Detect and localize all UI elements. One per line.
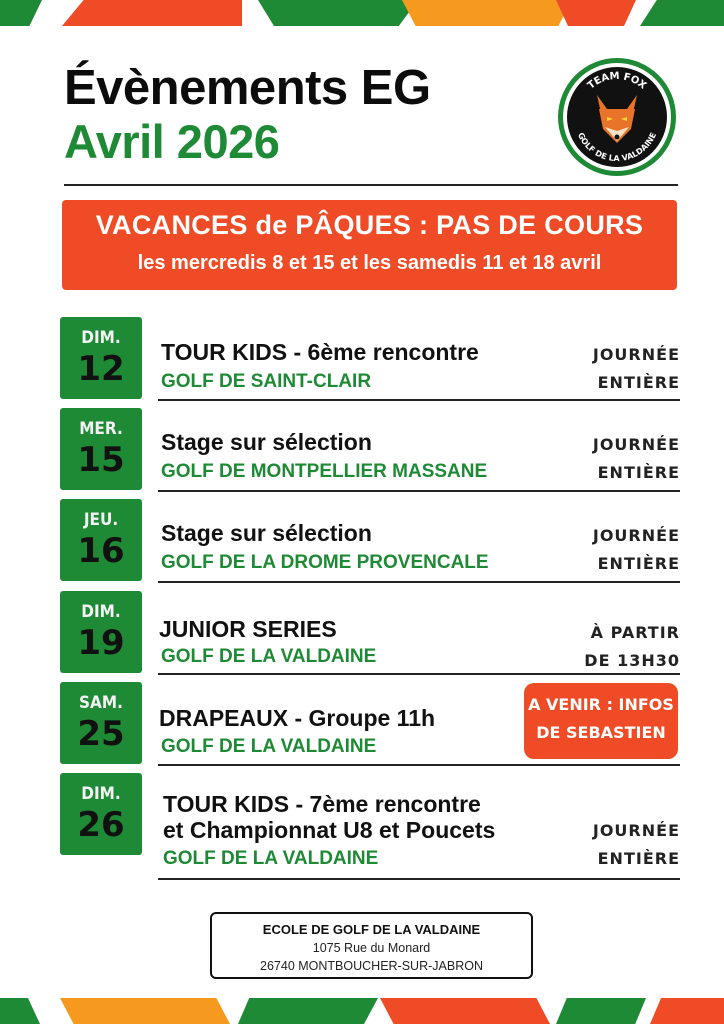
event-time bbox=[593, 341, 680, 397]
event-time-line2: DE 13H30 bbox=[584, 651, 680, 670]
event-date-badge bbox=[60, 499, 142, 581]
event-weekday: DIM. bbox=[81, 602, 121, 622]
event-row bbox=[60, 682, 682, 766]
holiday-banner-title: VACANCES de PÂQUES : PAS DE COURS bbox=[95, 210, 644, 240]
event-row bbox=[60, 591, 682, 675]
event-divider bbox=[158, 878, 680, 880]
event-row bbox=[60, 317, 682, 401]
event-time bbox=[593, 522, 680, 578]
holiday-banner-details: les mercredis 8 et 15 et les samedis 11 et 18 avril bbox=[137, 252, 602, 274]
top-stripe-band bbox=[0, 0, 724, 26]
event-weekday: SAM. bbox=[79, 693, 123, 713]
event-time bbox=[593, 817, 680, 873]
event-day-number: 19 bbox=[77, 623, 125, 663]
event-title: TOUR KIDS - 7ème rencontre bbox=[163, 791, 481, 817]
event-row bbox=[60, 499, 682, 583]
event-title: Stage sur sélection bbox=[161, 429, 372, 455]
event-title: JUNIOR SERIES bbox=[159, 616, 337, 642]
event-time-line1: À PARTIR bbox=[590, 623, 680, 642]
event-callout-line1: A VENIR : INFOS bbox=[528, 695, 674, 714]
event-divider bbox=[158, 581, 680, 583]
event-date-badge bbox=[60, 408, 142, 490]
event-venue: GOLF DE LA VALDAINE bbox=[161, 646, 377, 667]
event-title: DRAPEAUX - Groupe 11h bbox=[159, 705, 436, 731]
header-divider bbox=[64, 184, 678, 186]
event-date-badge bbox=[60, 317, 142, 399]
event-divider bbox=[158, 673, 680, 675]
event-callout-line2: DE SEBASTIEN bbox=[536, 723, 666, 742]
event-time-line1: JOURNÉE bbox=[592, 526, 680, 545]
page-subtitle-month: Avril 2026 bbox=[64, 115, 280, 168]
event-weekday: JEU. bbox=[83, 510, 119, 530]
holiday-banner bbox=[62, 200, 677, 290]
event-row bbox=[60, 773, 682, 883]
logo-bottom-text: GOLF DE LA VALDAINE bbox=[575, 131, 659, 164]
event-weekday: DIM. bbox=[81, 784, 121, 804]
page-title: Évènements EG bbox=[64, 61, 431, 115]
event-day-number: 15 bbox=[77, 440, 125, 480]
event-day-number: 16 bbox=[77, 531, 125, 571]
event-time-line2: ENTIÈRE bbox=[597, 554, 680, 573]
event-day-number: 12 bbox=[77, 349, 125, 389]
event-venue: GOLF DE LA VALDAINE bbox=[161, 736, 377, 757]
event-weekday: MER. bbox=[79, 419, 123, 439]
event-divider bbox=[158, 764, 680, 766]
event-venue: GOLF DE SAINT-CLAIR bbox=[161, 371, 372, 392]
event-weekday: DIM. bbox=[81, 328, 121, 348]
event-day-number: 25 bbox=[77, 714, 125, 754]
event-date-badge bbox=[60, 773, 142, 855]
bottom-stripe-band bbox=[0, 998, 724, 1024]
event-row bbox=[60, 408, 682, 492]
event-date-badge bbox=[60, 591, 142, 673]
event-time-line1: JOURNÉE bbox=[592, 435, 680, 454]
event-venue: GOLF DE MONTPELLIER MASSANE bbox=[161, 461, 488, 482]
event-time-line2: ENTIÈRE bbox=[597, 849, 680, 868]
footer-school-name: ECOLE DE GOLF DE LA VALDAINE bbox=[262, 922, 481, 937]
event-time bbox=[593, 431, 680, 487]
event-title-line2: et Championnat U8 et Poucets bbox=[163, 817, 496, 843]
event-time-line1: JOURNÉE bbox=[592, 345, 680, 364]
event-divider bbox=[158, 399, 680, 401]
event-time-line1: JOURNÉE bbox=[592, 821, 680, 840]
event-time-line2: ENTIÈRE bbox=[597, 463, 680, 482]
event-divider bbox=[158, 490, 680, 492]
event-title: TOUR KIDS - 6ème rencontre bbox=[161, 339, 479, 365]
event-venue: GOLF DE LA DROME PROVENCALE bbox=[161, 552, 489, 573]
event-time bbox=[584, 619, 680, 675]
event-title: Stage sur sélection bbox=[161, 520, 372, 546]
event-date-badge bbox=[60, 682, 142, 764]
team-fox-logo bbox=[557, 57, 677, 177]
footer-street: 1075 Rue du Monard bbox=[312, 941, 431, 955]
footer-address-box bbox=[210, 912, 533, 979]
event-venue: GOLF DE LA VALDAINE bbox=[163, 848, 379, 869]
footer-city: 26740 MONTBOUCHER-SUR-JABRON bbox=[260, 959, 483, 973]
logo-top-text: TEAM FOX bbox=[585, 70, 649, 92]
event-day-number: 26 bbox=[77, 805, 125, 845]
event-time-line2: ENTIÈRE bbox=[597, 373, 680, 392]
event-info-callout bbox=[524, 683, 678, 759]
